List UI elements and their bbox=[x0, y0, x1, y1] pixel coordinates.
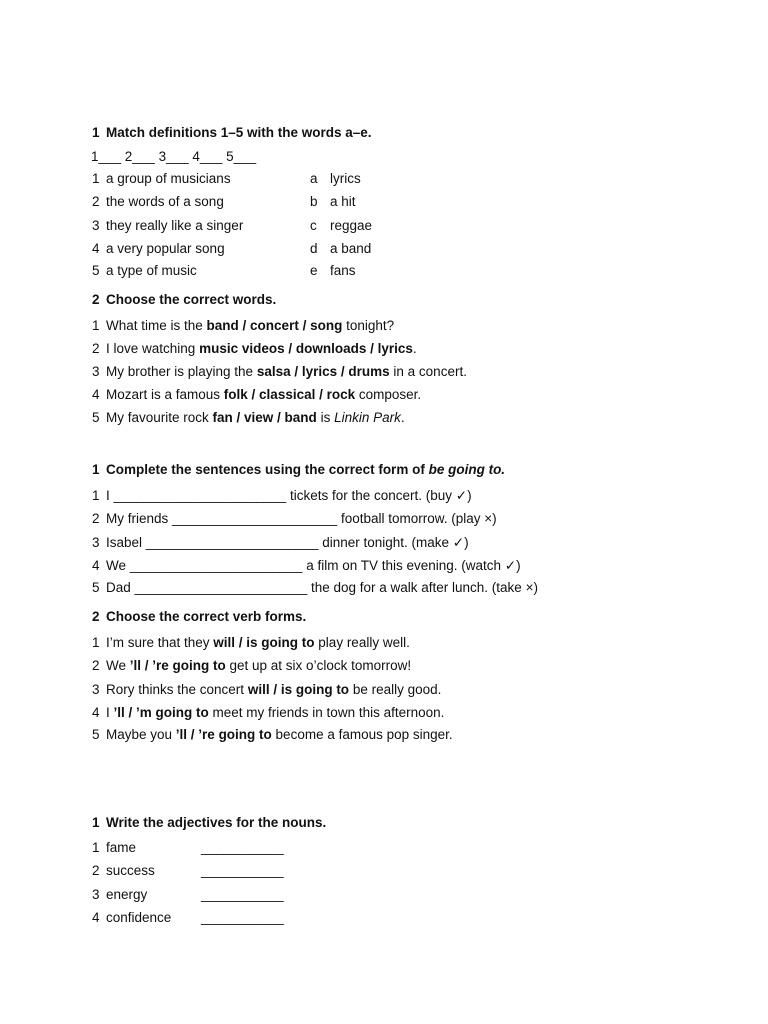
ex3-item bbox=[92, 535, 469, 551]
item-text-pre: I’m sure that they bbox=[106, 635, 214, 650]
ex1-item bbox=[92, 241, 225, 257]
definition: a very popular song bbox=[106, 241, 225, 256]
item-text-pre: We bbox=[106, 658, 130, 673]
answer-blank: ___________ bbox=[201, 887, 284, 902]
item-number: 4 bbox=[92, 241, 100, 256]
ex4-item bbox=[92, 635, 410, 651]
word-letter: e bbox=[310, 263, 318, 278]
word: a band bbox=[330, 241, 372, 256]
item-number: 1 bbox=[92, 840, 100, 855]
noun: success bbox=[106, 863, 155, 878]
item-text: I _______________________ tickets for the concert. (buy ✓) bbox=[106, 488, 472, 503]
noun: fame bbox=[106, 840, 137, 855]
item-number: 5 bbox=[92, 727, 100, 742]
item-text-pre: My favourite rock bbox=[106, 410, 213, 425]
band-name: Linkin Park bbox=[334, 410, 401, 425]
item-options: folk / classical / rock bbox=[223, 387, 356, 402]
ex1-word bbox=[310, 263, 356, 279]
item-text-post: meet my friends in town this afternoon. bbox=[208, 705, 445, 720]
ex2-number: 2 bbox=[92, 292, 100, 307]
ex2-instruction bbox=[92, 292, 276, 308]
word-letter: c bbox=[310, 218, 317, 233]
ex1-instruction bbox=[92, 125, 372, 141]
item-text-pre: Maybe you bbox=[106, 727, 176, 742]
ex3-item bbox=[92, 488, 472, 504]
item-number: 2 bbox=[92, 194, 100, 209]
ex2-item bbox=[92, 318, 394, 334]
item-text-pre: I love watching bbox=[106, 341, 200, 356]
item-text-pre: I bbox=[106, 705, 114, 720]
ex3-instruction-text: Complete the sentences using the correct form of bbox=[106, 462, 429, 477]
item-number: 1 bbox=[92, 488, 100, 503]
item-text-post: tonight? bbox=[342, 318, 395, 333]
item-options: music videos / downloads / lyrics bbox=[199, 341, 413, 356]
item-options: ’ll / ’re going to bbox=[175, 727, 272, 742]
item-text: Isabel _______________________ dinner tonight. (make ✓) bbox=[106, 535, 469, 550]
item-number: 2 bbox=[92, 511, 100, 526]
ex4-instruction-text: Choose the correct verb forms. bbox=[106, 609, 307, 624]
ex1-word bbox=[310, 218, 372, 234]
item-options: ’ll / ’m going to bbox=[113, 705, 209, 720]
ex1-answer-line: 1___ 2___ 3___ 4___ 5___ bbox=[91, 149, 257, 164]
ex5-item bbox=[92, 887, 147, 903]
ex4-item bbox=[92, 705, 444, 721]
item-number: 4 bbox=[92, 910, 100, 925]
noun: confidence bbox=[106, 910, 172, 925]
ex5-item bbox=[92, 863, 155, 879]
ex2-item bbox=[92, 387, 421, 403]
definition: they really like a singer bbox=[106, 218, 244, 233]
ex3-instruction-italic: be going to. bbox=[428, 462, 506, 477]
item-text-post: . bbox=[412, 341, 417, 356]
item-options: ’ll / ’re going to bbox=[129, 658, 226, 673]
item-text-post: is bbox=[316, 410, 335, 425]
ex3-item bbox=[92, 558, 521, 574]
item-text-pre: My brother is playing the bbox=[106, 364, 257, 379]
ex4-item bbox=[92, 727, 453, 743]
ex2-item bbox=[92, 364, 467, 380]
item-text-post: composer. bbox=[355, 387, 422, 402]
ex2-instruction-text: Choose the correct words. bbox=[106, 292, 277, 307]
item-options: will / is going to bbox=[213, 635, 315, 650]
item-number: 5 bbox=[92, 410, 100, 425]
ex1-word bbox=[310, 194, 356, 210]
ex1-item bbox=[92, 171, 231, 187]
item-text-pre: Rory thinks the concert bbox=[106, 682, 248, 697]
item-number: 4 bbox=[92, 558, 100, 573]
item-text: Dad _______________________ the dog for a walk after lunch. (take ×) bbox=[106, 580, 538, 595]
ex4-item bbox=[92, 658, 411, 674]
item-number: 5 bbox=[92, 580, 100, 595]
ex3-instruction bbox=[92, 462, 505, 478]
word: fans bbox=[330, 263, 356, 278]
item-number: 3 bbox=[92, 364, 100, 379]
item-text-pre: What time is the bbox=[106, 318, 207, 333]
ex1-word bbox=[310, 241, 371, 257]
answer-blank: ___________ bbox=[201, 910, 284, 925]
item-number: 5 bbox=[92, 263, 100, 278]
item-number: 1 bbox=[92, 171, 100, 186]
ex5-number: 1 bbox=[92, 815, 100, 830]
definition: the words of a song bbox=[106, 194, 224, 209]
ex2-item bbox=[92, 341, 417, 357]
item-number: 4 bbox=[92, 705, 100, 720]
ex1-item bbox=[92, 218, 243, 234]
word: reggae bbox=[330, 218, 373, 233]
word: lyrics bbox=[330, 171, 361, 186]
ex1-item bbox=[92, 194, 224, 210]
item-number: 4 bbox=[92, 387, 100, 402]
word-letter: a bbox=[310, 171, 318, 186]
item-number: 3 bbox=[92, 682, 100, 697]
noun: energy bbox=[106, 887, 148, 902]
ex3-number: 1 bbox=[92, 462, 100, 477]
item-text-post: in a concert. bbox=[389, 364, 467, 379]
item-options: will / is going to bbox=[247, 682, 350, 697]
item-text-post: play really well. bbox=[314, 635, 410, 650]
item-number: 1 bbox=[92, 318, 100, 333]
word: a hit bbox=[330, 194, 356, 209]
answer-blank: ___________ bbox=[201, 840, 284, 855]
item-text-pre: Mozart is a famous bbox=[106, 387, 224, 402]
word-letter: d bbox=[310, 241, 318, 256]
item-text-post: become a famous pop singer. bbox=[271, 727, 453, 742]
item-number: 3 bbox=[92, 218, 100, 233]
item-text-end: . bbox=[400, 410, 405, 425]
item-number: 2 bbox=[92, 863, 100, 878]
item-number: 2 bbox=[92, 658, 100, 673]
ex2-item bbox=[92, 410, 405, 426]
ex1-number: 1 bbox=[92, 125, 100, 140]
definition: a type of music bbox=[106, 263, 197, 278]
definition: a group of musicians bbox=[106, 171, 231, 186]
ex5-item bbox=[92, 840, 136, 856]
item-text-post: get up at six o’clock tomorrow! bbox=[225, 658, 412, 673]
word-letter: b bbox=[310, 194, 318, 209]
item-text: My friends ______________________ football tomorrow. (play ×) bbox=[106, 511, 497, 526]
answer-blank: ___________ bbox=[201, 863, 284, 878]
item-text-post: be really good. bbox=[349, 682, 442, 697]
item-options: salsa / lyrics / drums bbox=[256, 364, 390, 379]
ex3-item bbox=[92, 511, 497, 527]
item-options: band / concert / song bbox=[206, 318, 343, 333]
item-number: 1 bbox=[92, 635, 100, 650]
ex4-number: 2 bbox=[92, 609, 100, 624]
ex4-item bbox=[92, 682, 441, 698]
item-number: 3 bbox=[92, 535, 100, 550]
ex1-item bbox=[92, 263, 197, 279]
ex4-instruction bbox=[92, 609, 306, 625]
ex5-item bbox=[92, 910, 171, 926]
ex3-item bbox=[92, 580, 538, 596]
ex1-word bbox=[310, 171, 361, 187]
item-options: fan / view / band bbox=[212, 410, 317, 425]
item-number: 3 bbox=[92, 887, 100, 902]
ex5-instruction-text: Write the adjectives for the nouns. bbox=[106, 815, 327, 830]
item-number: 2 bbox=[92, 341, 100, 356]
item-text: We _______________________ a film on TV this evening. (watch ✓) bbox=[106, 558, 521, 573]
ex5-instruction bbox=[92, 815, 326, 831]
ex1-instruction-text: Match definitions 1–5 with the words a–e. bbox=[106, 125, 372, 140]
